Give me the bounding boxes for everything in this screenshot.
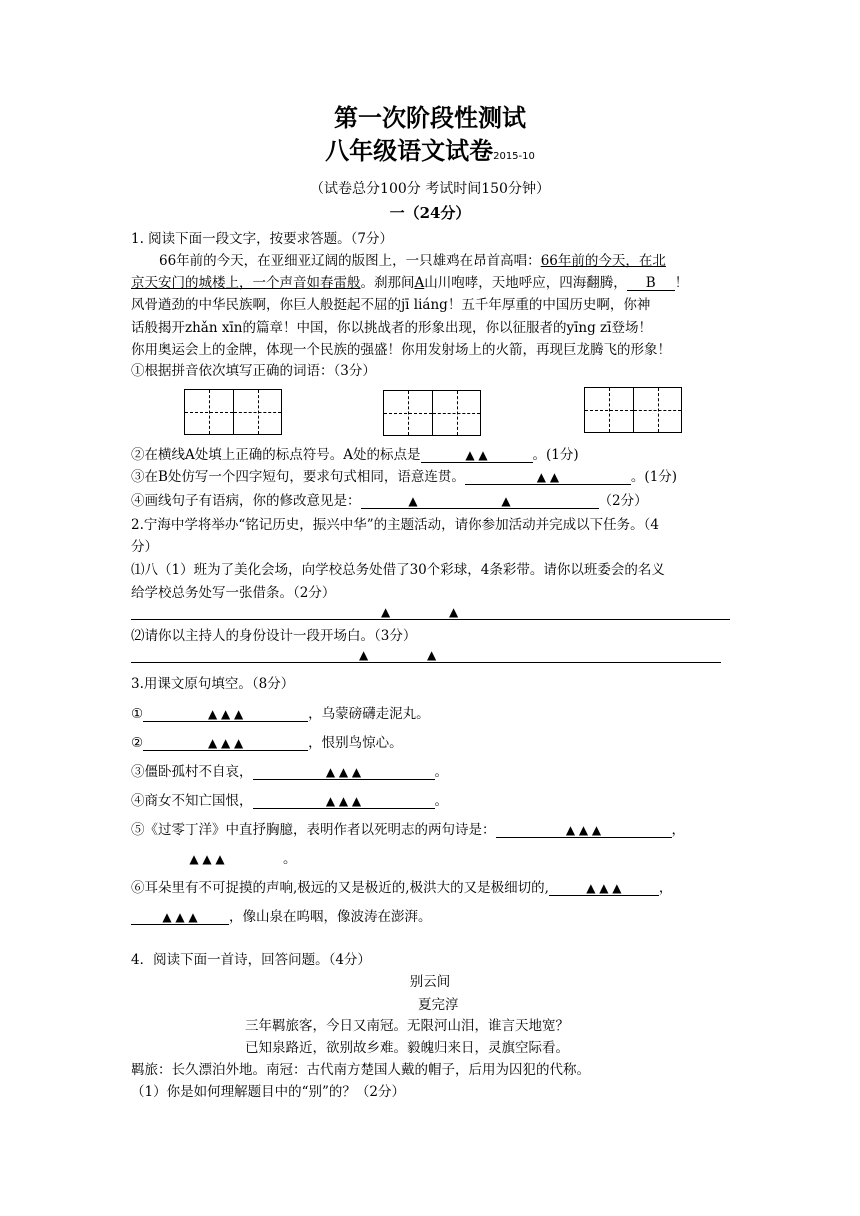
q3-punct: 。 xyxy=(434,764,448,780)
tri-mark: ▲ xyxy=(449,605,459,619)
fill-blank[interactable] xyxy=(131,910,229,925)
q3-line6 xyxy=(131,879,672,897)
q3-line1 xyxy=(131,705,430,723)
fill-blank[interactable] xyxy=(253,794,435,809)
poem-title: 别云间 xyxy=(409,974,451,990)
answer-mark: ▲ ▲ xyxy=(536,470,560,484)
q2-answer-line-2[interactable] xyxy=(131,662,721,663)
q3-punct: 。 xyxy=(434,793,448,809)
answer-mark: ▲ ▲ xyxy=(465,448,488,462)
q1-sub3 xyxy=(131,468,677,486)
q1-text: 山川咆哮，天地呼应，四海翻腾， xyxy=(424,275,627,291)
poem-line-1: 三年羁旅客，今日又南冠。无限河山泪，谁言天地宽？ xyxy=(245,1018,569,1034)
q2-sub2: ⑵请你以主持人的身份设计一段开场白。（3分） xyxy=(131,628,417,644)
q1-heading: 1. 阅读下面一段文字，按要求答题。（7分） xyxy=(131,231,394,247)
mark-b: B xyxy=(645,275,656,291)
q3-text: ⑥耳朵里有不可捉摸的声响,极远的又是极近的,极洪大的又是极细切的, xyxy=(131,880,549,896)
fill-blank[interactable] xyxy=(253,765,435,780)
poem-author: 夏完淳 xyxy=(418,997,459,1013)
answer-blank-b[interactable] xyxy=(465,470,631,485)
q2-heading: 2.宁海中学将举办“铭记历史，振兴中华”的主题活动，请你参加活动并完成以下任务。（4 xyxy=(131,517,660,533)
exam-subtitle xyxy=(0,136,860,172)
q3-line3 xyxy=(131,763,448,781)
q1-underlined-text: 京天安门的城楼上，一个声音如春雷般 xyxy=(131,275,361,291)
answer-mark: ▲ ▲ ▲ xyxy=(207,736,244,750)
q1-underlined-text: 66年前的今天，在北 xyxy=(540,253,666,269)
pinyin-grid-3[interactable] xyxy=(584,387,682,433)
q1-para-line4: 话般揭开zhǎn xīn的篇章！中国，你以挑战者的形象出现，你以征服者的yīng zī登场！ xyxy=(131,320,652,336)
q1-sub2-text: ②在横线A处填上正确的标点符号。A处的标点是 xyxy=(131,447,421,463)
answer-blank-revision[interactable] xyxy=(361,494,599,509)
fill-blank[interactable] xyxy=(143,707,308,722)
q3-line5-cont xyxy=(131,850,297,868)
q3-text: ⑤《过零丁洋》中直抒胸臆，表明作者以死明志的两句诗是： xyxy=(131,822,496,838)
q1-sub3-score: 。(1分) xyxy=(630,469,678,485)
item-number: ① xyxy=(131,706,144,722)
pinyin-grid-2[interactable] xyxy=(383,390,481,436)
q2-sub1-line2: 给学校总务处写一张借条。（2分） xyxy=(131,585,336,601)
answer-mark: ▲ ▲ ▲ xyxy=(586,881,622,895)
q1-para-line3: 风骨遒劲的中华民族啊，你巨人般挺起不屈的jī liáng！五千年厚重的中国历史啊，你神 xyxy=(131,297,651,313)
q3-text: ④商女不知亡国恨， xyxy=(131,793,253,809)
subtitle-text: 八年级语文试卷 xyxy=(325,137,494,165)
fill-blank[interactable] xyxy=(143,736,308,751)
exam-meta: （试卷总分100分 考试时间150分钟） xyxy=(310,181,550,197)
answer-blank-a[interactable] xyxy=(421,448,533,463)
answer-mark: ▲ ▲ xyxy=(408,494,551,508)
q1-sub2-score: 。(1分) xyxy=(532,447,579,463)
section-one: 一（24分） xyxy=(389,204,471,222)
poem-note: 羁旅：长久漂泊外地。南冠：古代南方楚国人戴的帽子，后用为囚犯的代称。 xyxy=(131,1062,590,1078)
q1-sub4 xyxy=(131,492,648,510)
item-number: ② xyxy=(131,735,144,751)
exam-date: 2015-10 xyxy=(493,151,535,162)
pinyin-grid-1[interactable] xyxy=(184,389,282,435)
poem-line-2: 已知泉路近，欲别故乡难。毅魄归来日，灵旗空际看。 xyxy=(245,1040,569,1056)
q3-line4 xyxy=(131,792,448,810)
q3-text: ，恨别鸟惊心。 xyxy=(308,735,403,751)
q4-sub1: （1）你是如何理解题目中的“别”的？（2分） xyxy=(131,1084,405,1100)
answer-mark: ▲ ▲ ▲ xyxy=(207,707,244,721)
q3-heading: 3.用课文原句填空。（8分） xyxy=(131,676,295,692)
q3-line2 xyxy=(131,734,403,752)
exam-title: 第一次阶段性测试 xyxy=(334,104,526,132)
blank-b[interactable] xyxy=(627,276,675,291)
q2-sub1-line1: ⑴八（1）班为了美化会场，向学校总务处借了30个彩球，4条彩带。请你以班委会的名义 xyxy=(131,562,665,578)
fill-blank[interactable] xyxy=(131,852,283,866)
q3-text: ③僵卧孤村不自哀， xyxy=(131,764,253,780)
q3-punct: 。 xyxy=(283,851,297,867)
tri-mark: ▲ xyxy=(359,648,369,662)
q2-answer-line-1[interactable] xyxy=(131,619,730,620)
fill-blank[interactable] xyxy=(549,881,659,896)
q1-sub4-score: （2分） xyxy=(598,493,648,509)
q3-text: ，乌蒙磅礴走泥丸。 xyxy=(308,706,430,722)
q3-punct: ， xyxy=(671,822,685,838)
q1-para-line5: 你用奥运会上的金牌，体现一个民族的强盛！你用发射场上的火箭，再现巨龙腾飞的形象！ xyxy=(131,342,671,358)
tri-mark: ▲ xyxy=(427,648,437,662)
answer-mark: ▲ ▲ ▲ xyxy=(565,823,602,837)
q1-sub1: ①根据拼音依次填写正确的词语：（3分） xyxy=(131,363,376,379)
tri-mark: ▲ xyxy=(381,605,391,619)
q1-sub2 xyxy=(131,446,579,464)
q1-para-line1 xyxy=(159,252,666,270)
q1-sub4-text: ④画线句子有语病，你的修改意见是： xyxy=(131,493,361,509)
q1-text: 。刹那间 xyxy=(360,275,415,291)
fill-blank[interactable] xyxy=(496,823,672,838)
q3-text: ，像山泉在呜咽，像波涛在澎湃。 xyxy=(229,909,432,925)
answer-mark: ▲ ▲ ▲ xyxy=(325,794,362,808)
q2-heading-cont: 分） xyxy=(131,539,158,555)
q1-sub3-text: ③在B处仿写一个四字短句，要求句式相同，语意连贯。 xyxy=(131,469,465,485)
q1-para-line2 xyxy=(131,274,688,292)
answer-mark: ▲ ▲ ▲ xyxy=(189,852,225,866)
mark-a: A xyxy=(414,275,425,291)
q1-text: ！ xyxy=(674,275,689,291)
q3-line6-cont xyxy=(131,908,432,926)
q1-text: 66年前的今天，在亚细亚辽阔的版图上，一只雄鸡在昂首高唱： xyxy=(159,253,541,269)
q4-heading: 4．阅读下面一首诗，回答问题。（4分） xyxy=(131,952,371,968)
answer-mark: ▲ ▲ ▲ xyxy=(325,765,362,779)
q3-punct: ， xyxy=(658,880,673,896)
q3-line5 xyxy=(131,821,685,839)
answer-mark: ▲ ▲ ▲ xyxy=(162,910,198,924)
